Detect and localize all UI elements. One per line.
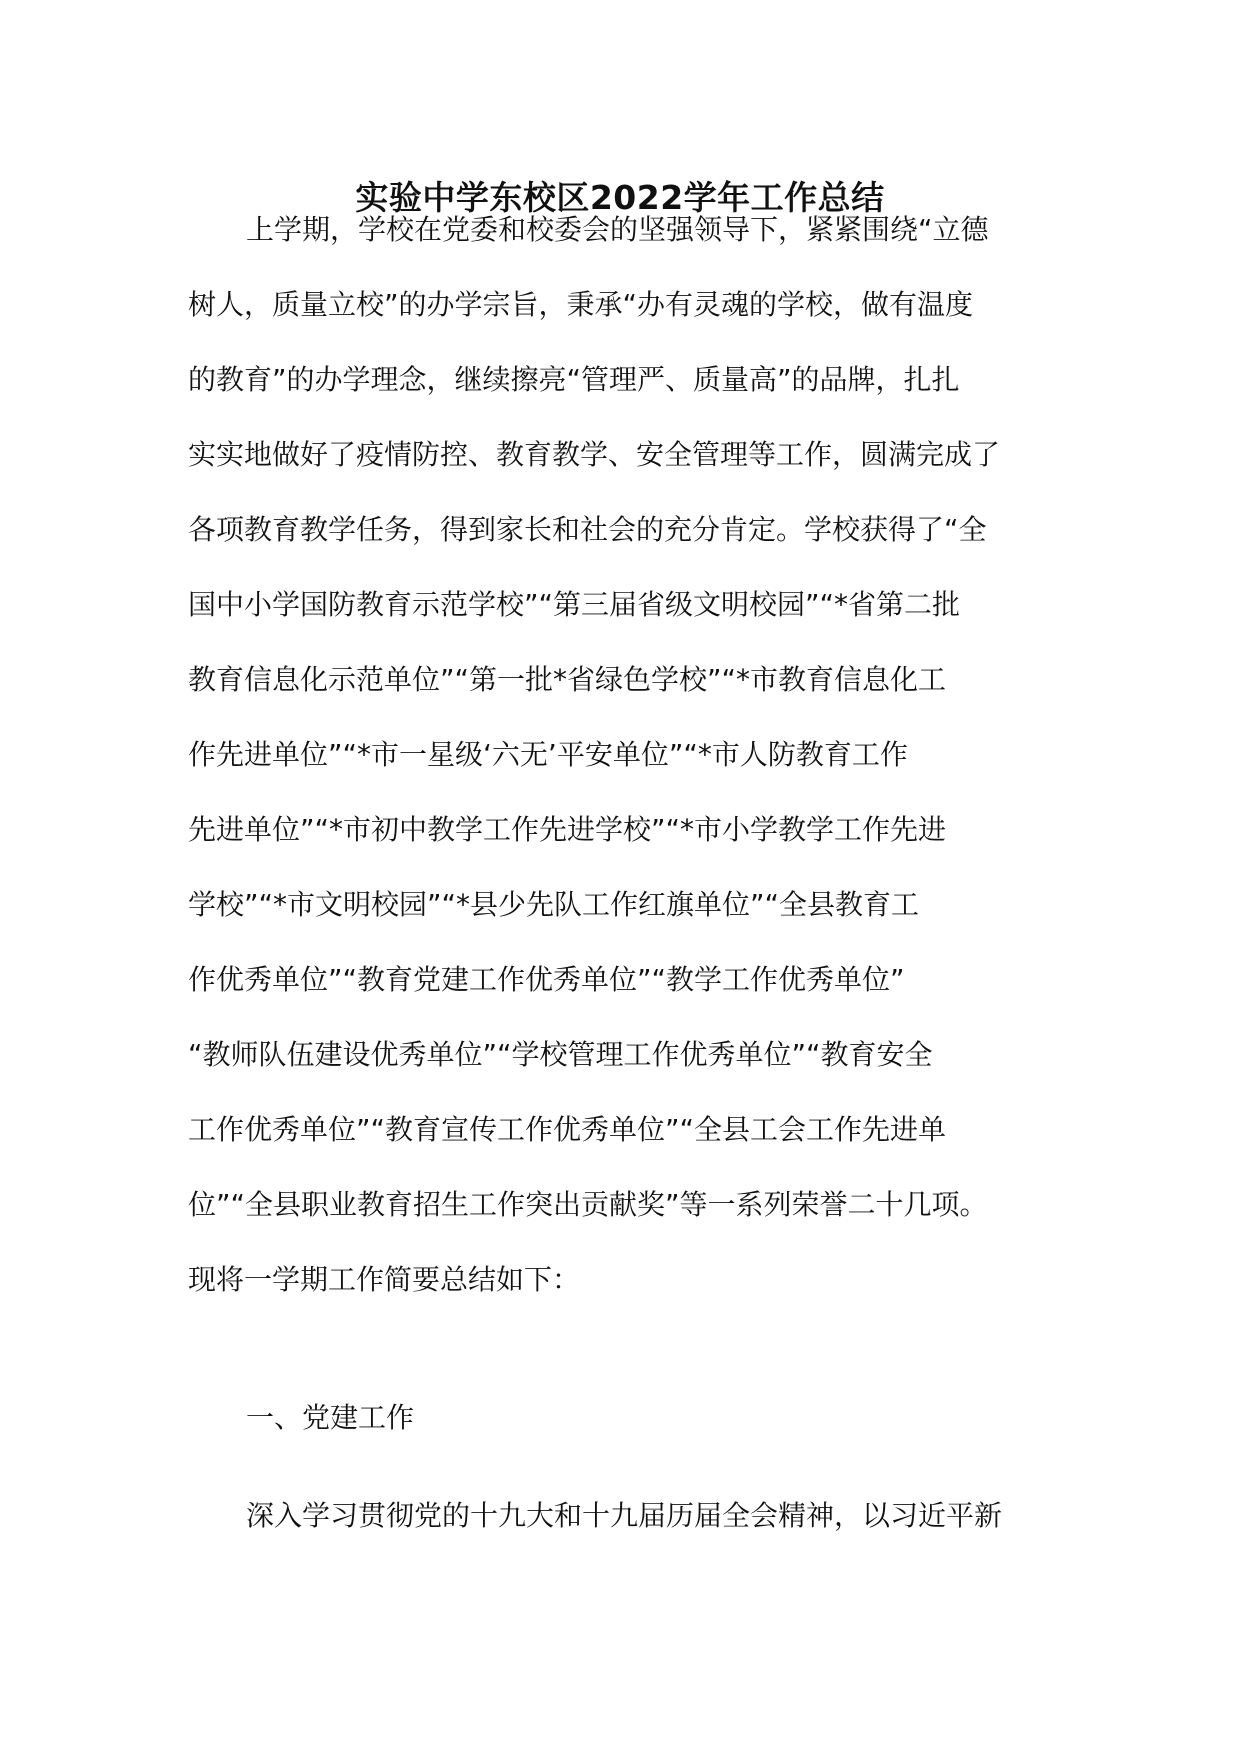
section-paragraph <box>188 1478 1058 1553</box>
paragraph-line: 实实地做好了疫情防控、教育教学、安全管理等工作，圆满完成了 <box>188 438 1001 471</box>
document-title: 实验中学东校区2022学年工作总结 <box>355 178 885 217</box>
intro-paragraph <box>188 192 1058 1317</box>
paragraph-line: “教师队伍建设优秀单位”“学校管理工作优秀单位”“教育安全 <box>188 1038 933 1071</box>
paragraph-line: 上学期，学校在党委和校委会的坚强领导下，紧紧围绕“立德 <box>246 213 989 246</box>
paragraph-line: 先进单位”“*市初中教学工作先进学校”“*市小学教学工作先进 <box>188 813 947 846</box>
paragraph-line: 作先进单位”“*市一星级‘六无’平安单位”“*市人防教育工作 <box>188 738 908 771</box>
paragraph-line: 工作优秀单位”“教育宣传工作优秀单位”“全县工会工作先进单 <box>188 1113 947 1146</box>
section-heading-block <box>188 1380 1058 1455</box>
paragraph-line: 各项教育教学任务，得到家长和社会的充分肯定。学校获得了“全 <box>188 513 987 546</box>
paragraph-line: 学校”“*市文明校园”“*县少先队工作红旗单位”“全县教育工 <box>188 888 920 921</box>
paragraph-line: 深入学习贯彻党的十九大和十九届历届全会精神，以习近平新 <box>246 1499 1003 1532</box>
paragraph-line: 位”“全县职业教育招生工作突出贡献奖”等一系列荣誉二十几项。 <box>188 1188 988 1221</box>
paragraph-line: 教育信息化示范单位”“第一批*省绿色学校”“*市教育信息化工 <box>188 663 947 696</box>
paragraph-line: 国中小学国防教育示范学校”“第三届省级文明校园”“*省第二批 <box>188 588 961 621</box>
paragraph-line: 现将一学期工作简要总结如下： <box>188 1263 581 1296</box>
section-heading: 一、党建工作 <box>246 1401 415 1434</box>
paragraph-line: 树人，质量立校”的办学宗旨，秉承“办有灵魂的学校，做有温度 <box>188 288 974 321</box>
paragraph-line: 作优秀单位”“教育党建工作优秀单位”“教学工作优秀单位” <box>188 963 905 996</box>
paragraph-line: 的教育”的办学理念，继续擦亮“管理严、质量高”的品牌，扎扎 <box>188 363 960 396</box>
